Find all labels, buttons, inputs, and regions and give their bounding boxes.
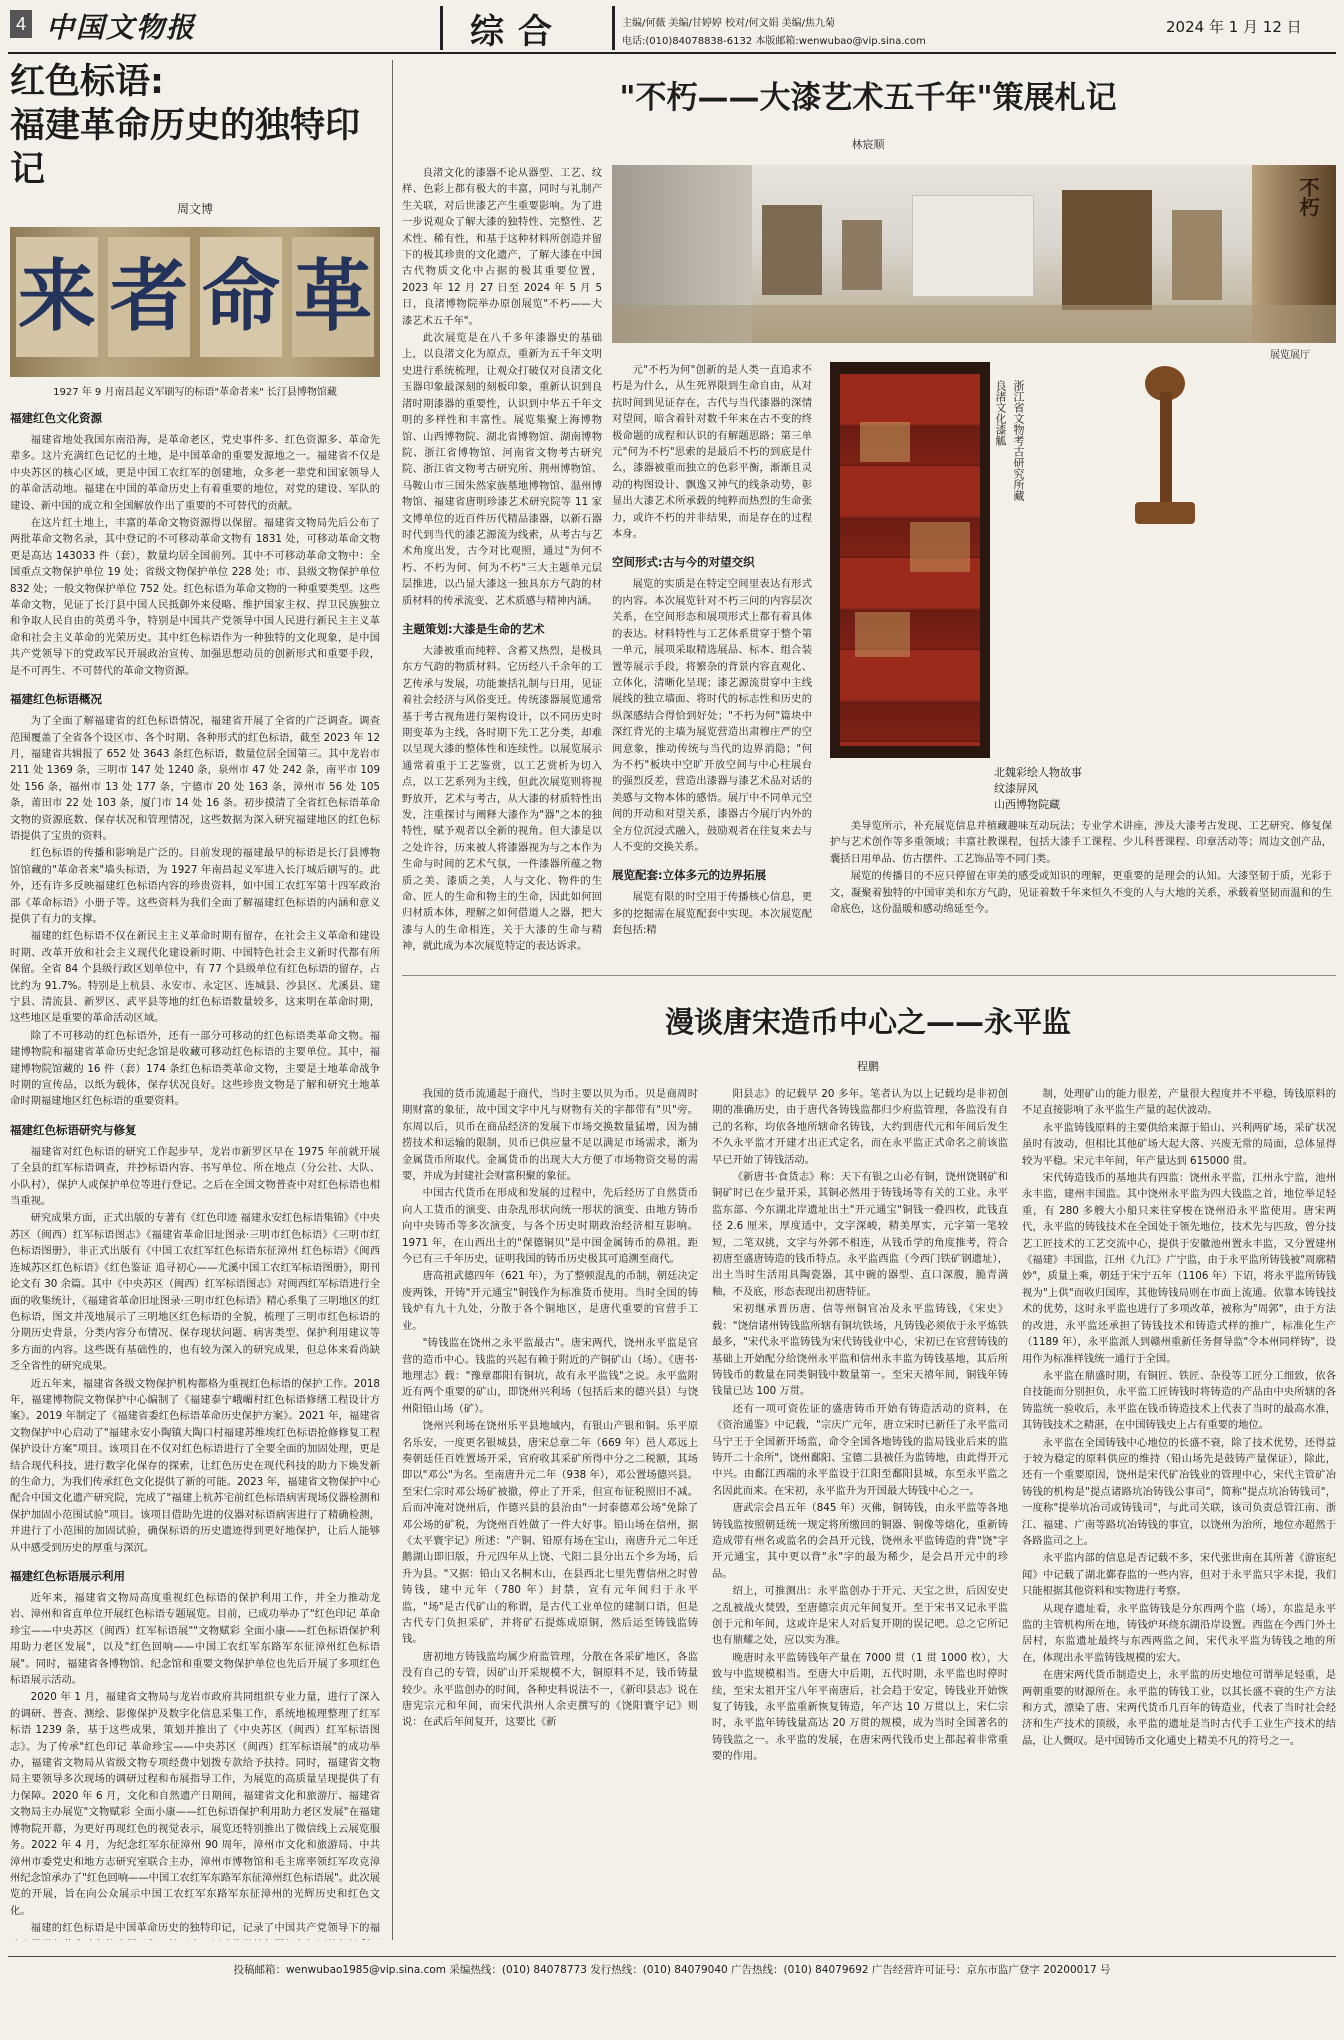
slogan-photo — [10, 227, 380, 377]
left-paragraph: 近年来，福建省文物局高度重视红色标语的保护利用工作，并全力推动龙岩、漳州和省直单位开展红色标语专题展览。目前，已成功举办了"红色印记 革命珍宝——中央苏区（闽西）红军标语展""文物赋彩 全面小康——红色标语保护利用助力老区发展"，以及"红色回响——中国工农红军东路军东征漳州红色标语展"。同时，福建省各博物馆、纪念馆和重要文物保护单位也先后开展了多项红色标语展示活动。 — [10, 1592, 380, 1687]
left-paragraph: 福建的红色标语是中国革命历史的独特印记，记录了中国共产党领导下的福 — [30, 1922, 380, 1935]
editors-line: 主编/何薇 美编/甘婷婷 校对/何文娟 美编/焦九菊 — [622, 18, 836, 29]
coin-paragraph: 宋初继承晋历唐、信等州铜官冶及永平监铸钱，《宋史》载："饶信诸州铸钱监所辖有铜坑铁场，凡铸钱必须依于永平炼铁最多，"宋代永平监铸钱为宋代铸钱业中心，宋初已在官营铸钱的基础上开始配分给饶州永平监和信州永丰监为铸钱基地，其后所铸钱币的数量在同类铜钱中数量第一。至宋天禧年间，铜钱年铸钱量已达 100 万贯。 — [712, 1303, 1008, 1398]
lacquer-subheading: 空间形式:古与今的对望交织 — [612, 555, 755, 570]
lacquer-article-title: "不朽——大漆艺术五千年"策展札记 — [619, 80, 1117, 116]
coin-paragraph: 唐武宗会昌五年（845 年）灭佛，铜铸钱，由永平监等各地铸钱监按照朝廷统一规定将所缴回的铜器、铜像等熔化，重新铸造成带有州名或监名的会昌开元钱，饶州永平监铸造的背"饶"字开元通宝，其中更以背"永"字的最为稀少，是会昌开元中的珍品。 — [712, 1502, 1008, 1580]
slogan-char-2: 者 — [108, 237, 190, 357]
coin-article-title: 漫谈唐宋造币中心之——永平监 — [664, 1005, 1071, 1039]
coin-paragraph: 永平监铸钱原料的主要供给来源于铅山、兴利两矿场，采矿状况虽时有波动，但相比其他矿场大起大落、兴废无常的局面，总体显得较为平稳。宋元丰年间，年产量达到 615000 贯。 — [1022, 1121, 1336, 1167]
slogan-photo-caption: 1927 年 9 月南昌起义军刷写的标语"革命者来" 长汀县博物馆藏 — [53, 387, 337, 398]
left-paragraph: 2020 年 1 月，福建省文物局与龙岩市政府共同组织专业力量，进行了深入的调研、普查、测绘、影像保护及数字化信息采集工作，系统地梳理整理了红军标语 1239 条，基于这些成果，策划并推出了《中央苏区（闽西）红军标语图志》。为了传承"红色印记 革命珍宝——中央苏区（闽西）红军标语展"的成功举办，福建省文物局从省级文物专项经费中划拨专款给予扶持。同时，福建省文物局主要领导多次现场的调研过程和布展指导工作，为展览的高质量呈现提供了有力保障。2020 年 6 月，文化和自然遗产日期间，福建省文化和旅游厅、福建省文物局主办展览"文物赋彩 全面小康——红色标语保护利用助力老区发展"在福建博物院开幕，为更好再现红色的视觉表示，展览还特别推出了微信线上云展览服务。2022 年 4 月，为纪念红军东征漳州 90 周年，漳州市文化和旅游局、中共漳州市委党史和地方志研究室联合主办，漳州市博物馆和毛主席率领红军攻克漳州纪念馆承办了"红色回响——中国工农红军东路军东征漳州红色标语展"。此次展览的开展，旨在向公众展示中国工农红军东路军东征漳州的光辉历史和红色文化。 — [10, 1691, 380, 1917]
coin-col-2 — [712, 1086, 1008, 1946]
left-section-heading: 福建红色标语研究与修复 — [10, 1122, 137, 1137]
screen-caption-line1: 北魏彩绘人物故事 — [994, 766, 1082, 779]
coin-paragraph: 永平监在全国铸钱中心地位的长盛不衰，除了技术优势，还得益于较为稳定的原料供应的维持（铅山场先是鼓铸产量保证），除此，还有一个重要原因，饶州是宋代矿冶钱业的管理中心，宋代主管矿冶铸钱的机构是"提点诸路坑冶铸钱公事司"，简称"提点坑冶铸钱司"，一度称"提举坑冶司或铸钱司"，与此司关联，该司负责总管江南、浙江、福建、广南等路坑冶铸钱的事宜，以饶州为治所，地位亦超然于各路监司之上。 — [1022, 1436, 1336, 1547]
lacquer-paragraph: 此次展览是在八千多年漆器史的基础上，以良渚文化为原点，重新为五千年文明史进行系统梳理，让观众打破仅对良渚文化玉器印象最深刻的刻板印象，重新认识到良渚时期漆器的重要性，认识到中华五千年文明的多样性和丰富性。展览集聚上海博物馆、山西博物院、湖北省博物馆、湖南博物院、浙江省博物馆、河南省文物考古研究院、浙江省文物考古研究所、荆州博物馆、马鞍山市三国朱然家族墓地博物馆、温州博物馆、福建省唐明珍漆艺术研究院等 11 家文博单位的近百件历代精品漆器，以新石器时代到当代的漆艺源流为线索，从考古与艺术角度出发，古今对比观照，通过"为何不朽、不朽为何、何为不朽"三大主题单元层层推进，以凸显大漆这一独具东方气韵的材质材料的传承流变、艺术质感与精神内涵。 — [402, 332, 602, 607]
coin-paragraph: 宋代铸造钱币的基地共有四监：饶州永平监，江州永宁监，池州永丰监，建州丰国监。其中饶州永平监为四大钱监之首，地位举足轻重，有 280 多艘大小船只来往穿梭在饶州沿永平监使用。唐宋两代，永平监的铸钱技术在全国处于领先地位，技术先与匹敌，曾分技艺工匠技术的工艺交流中心，提供于安徽池州置永丰监，又分置建州《福建》丰国监，江州《九江》广宁监，由于永平监所铸钱被"周廓精妙"，质量上乘，朝廷于宋宁五年（1106 年）下诏，将永平监所铸钱视为"上供"而收归国库，其他铸钱局则在市面上流通。依靠本铸钱技术的优势，这时永平监也进行了多项改革，被称为"周郭"，由于方法的改进，永平监还承担了铸钱技术和铸造式样的推广，标准化生产（1189 年），永平监派人到赣州重新任务督导监"令本州同样铸"，设用作为标准样钱统一通行于全国。 — [1022, 1172, 1336, 1365]
column-divider — [392, 60, 393, 1940]
footer-rule — [8, 1956, 1336, 1957]
left-article-title-2: 福建革命历史的独特印记 — [10, 106, 361, 190]
coin-paragraph: 唐高祖武德四年（621 年），为了整顿混乱的币制，朝廷决定废两铢，开铸"开元通宝"铜钱作为标准货币使用。当时全国的铸钱炉有九十九处，分散于各个铜地区，是唐代重要的官营手工业。 — [402, 1270, 698, 1332]
left-article-author: 周文博 — [176, 202, 213, 216]
footer-contact: 投稿邮箱：wenwubao1985@vip.sina.com 采编热线：(010) 84078773 发行热线：(010) 84079040 广告热线：(010) 84079692 广告经营许可证号：京东市监广登字 20200017 号 — [233, 1964, 1111, 1976]
masthead-rule — [8, 52, 1336, 54]
exhibition-hall-caption: 展览展厅 — [1270, 350, 1310, 361]
exhibition-hall-photo — [612, 165, 1336, 343]
coin-paragraph: 晚唐时永平监铸钱年产量在 7000 贯（1 贯 1000 枚），大致与中监规模相当。至唐大中后期，五代时期，永平监也时停时续，至宋太祖开宝八年平南唐后，社会趋于安定，铸钱业开始恢复了铸钱，永平监重新恢复铸造，年产达 10 万贯以上，宋仁宗时，永平监年铸钱量高达 20 万贯的规模，成为当时全国著名的铸钱监之一。永平监的发展，在唐宋两代钱币史上都起着非常重要的作用。 — [712, 1651, 1008, 1763]
lacquer-col-3 — [830, 818, 1332, 960]
issue-date: 2024 年 1 月 12 日 — [1166, 18, 1302, 36]
lacquer-paragraph: 展览有限的时空用于传播核心信息，更多的挖掘需在展览配套中实现。本次展览配套包括:精 — [612, 891, 812, 937]
left-paragraph: 研究成果方面，正式出版的专著有《红色印迹 福建永安红色标语集锦》《中央苏区（闽西）红军标语图志》《福建省革命旧址图录·三明市红色标语》《三明市红色标语图册》，非正式出版有《中国工农红军红色标语东征漳州 红色标语》《闽西连城苏区红色标语》《红色鉴证 追寻初心——尤溪中国工农红军标语图册》，期刊论文有 30 余篇。其中《中央苏区（闽西）红军标语图志》对闽西红军标语进行全面的收集统计，《福建省革命旧址图录·三明市红色标语》精心系集了三明地区的红色标语，图文并茂地展示了三明地区红色标语的全貌，梳理了三明市红色标语的分期历史背景，分类内容分布情况、保存现状问题、病害类型、保护利用建议等多方面的内容。这些既有基础性的，也有较为深入的研究成果，但总体来看尚缺乏全省性的研究成果。 — [10, 1212, 380, 1373]
coin-paragraph: 唐初地方铸钱监均属少府监管理，分散在各采矿地区，各监没有自己的专管，因矿山开采规模不大，铜原料不足，钱币铸量较少。永平监创办的时间，各种史料说法不一，《新印县志》说在唐宪宗元和年间，而宋代洪州人余吏撰写的《饶阳寰宇记》则说：在武后年间复开，这要比《新 — [402, 1650, 698, 1729]
left-paragraph: 福建的红色标语不仅在新民主主义革命时期有留存，在社会主义革命和建设时期、改革开放和社会主义现代化建设新时期、中国特色社会主义新时代都有所保留。全省 84 个县级行政区划单位中，有 77 个县级单位有红色标语的留存，占比约为 91.7%。特别是上杭县、永安市、永定区、连城县、沙县区、尤溪县、建宁县、清流县、新罗区、武平县等地的红色标语数量较多，这来明在革命时期，这些地区是重要的革命活动区域。 — [10, 930, 380, 1025]
lacquer-paragraph: 良渚文化的漆器不论从器型、工艺、纹样、色彩上都有极大的丰富，同时与礼制产生关联，对后世漆艺产生重要影响。为了进一步说观众了解大漆的独特性、完整性、艺术性、稀有性，和基于这种材料所创造并留下的极其珍贵的文化遗产，了解大漆在中国古代物质文化中占据的极其重要位置，2023 年 12 月 27 日至 2024 年 5 月 5 日，良渚博物院举办原创展览"不朽——大漆艺术五千年"。 — [402, 167, 602, 327]
coin-paragraph: 绍上，可推测出：永平监创办于开元、天宝之世，后因安史之乱被战火焚毁，至唐德宗贞元年间复开。至于宋书又记永平监创于元和年间，这或许是宋人对后复开期的误记吧。总之它所记也有鼎耀之处，应以实为准。 — [712, 1585, 1008, 1647]
left-paragraph: 近五年来，福建省各级文物保护机构都格为重视红色标语的保护工作。2018 年，福建博物院文物保护中心编制了《福建泰宁峨嵋村红色标语修缮工程设计方案》。2019 年制定了《福建省委红色标语革命历史保护方案》。2021 年，福建省文物保护中心启动了"福建永安小陶镇大陶口村福建苏维埃红色标语抢修修复工程保护设计方案"项目。该项目在不仅对红色标语进行了全要全面的加固处理，更是结合现代科技，进行数字化保存的探索，让红色历史在现代科技的助力下焕发新的生命力，为我们传承红色文化提供了新的可能。2023 年，福建省文物保护中心配合中国文化遗产研究院，完成了"福建上杭苏宅前红色标语病害现场仪器检测和保护加固小范围试验"项目。该项目借助先进的仪器对标语病害进行了精确检测，并进行了小范围的加固试验，确保标语的历史遗迹得到更好地保护，让后人能够从中感受到历史的厚重与深沉。 — [10, 1377, 380, 1554]
contact-line: 电话:(010)84078838-6132 本版邮箱:wenwubao@vip.sina.com — [622, 36, 926, 47]
lacquer-paragraph: 元"不朽为何"创新的是人类一直追求不朽是为什么，从生死界限到生命自由，从对抗时间到见证存在，古代与当代漆器的深情对望间，暗含着针对数千年来在古不变的终极命题的成程和认识的有解题思路；第三单元"何为不朽"思索的是最后不朽的到底是什么，漆器被重而独立的色彩平衡，渐渐且灵动的构图设计、飘逸又神气的线条动势，彰显出大漆艺术所承载的纯粹而热烈的生命张力，或许不朽的并非结果，而是存在的过程本身。 — [612, 364, 812, 541]
coin-paragraph: 中国古代货币在形成和发展的过程中，先后经历了自然货币向人工货币的演变、由杂乱形状向统一形状的演变、由地方铸币向中央铸币等多次演变，与各个历史时期政治经济相互影响。1971 年，在山西出土的"保德铜贝"是中国金属铸币的鼻祖。距今已有三千年历史，证明我国的铸币历史极其可追溯至商代。 — [402, 1187, 698, 1266]
left-section-heading: 福建红色文化资源 — [10, 411, 102, 425]
coin-paragraph: 阳县志》的记载早 20 多年。笔者认为以上记载均是非初创期的准确历史，由于唐代各铸钱监都归少府监管理，各监没有自己的名称，均依各地所辖命名铸钱，大约到唐代元和年间后发生不久永平监才开建才出正式定名，而在永平监正式命名之前该监早已开始了铸钱活动。 — [712, 1088, 1008, 1166]
slogan-char-4: 革 — [292, 237, 374, 357]
coin-paragraph: 还有一项可资佐证的盛唐铸币开始有铸造活动的资料，在《资治通鉴》中记载，"宗庆广元年，唐立宋时已新任了永平监司马宁王于全国新开场监，命令全国各地铸钱的监局钱业后来的监铸开二十余所"，饶州鄱阳、宝德二县被任为监铸地，由此得开元中兴。由鄱江西端的永平监设于江阳至鄱阳县城，东至永平监之名因此而来。在宋初，永平监升为开国最大铸钱中心之一。 — [712, 1402, 1008, 1497]
masthead-divider-2 — [612, 6, 615, 50]
article-separator — [402, 975, 1336, 976]
page-number-box: 4 — [10, 10, 32, 38]
coin-paragraph: 饶州兴利场在饶州乐平县地域内，有银山产银和铜。乐平原名乐安，一度更名银城县，唐宋总章二年（669 年）邑人邓远上奏朝廷任百姓置场开采，官府收其采矿所得中分之二税额，其场即以"邓公"为名。至南唐升元二年（938 年），邓公置场德兴县。至宋仁宗时邓公场矿被撤，停止了开采，但宣布征税照旧不减。后而冲淹对饶州后，作德兴县的县治由"一封泰德邓公场"免除了邓公场的矿税，为饶州百姓做了一件大好事。铅山场在信州，据《太平寰宇记》所述："产铜、铅原有场在宝山，南唐升元二年迁鹅湖山即旧版，升元四年从上饶、弋阳二县分出五个乡为场，后升为县。"又据：铅山又名桐木山，在县西北七里先曹信州之时曾铸钱，建中元年（780 年）封禁，宣有元年间归于永平监，"场"是古代矿山的称谓，是古代工业单位的建制口语，但是古代专门负担采矿，并将矿石提炼成原铜，然后运至铸钱监铸钱。 — [402, 1420, 698, 1646]
coin-paragraph: 我国的货币流通起于商代，当时主要以贝为币。贝是商周时期财富的象征，故中国文字中凡与财物有关的字都带有"贝"旁。东周以后，贝币在商品经济的发展下市场交换数量猛增，因为捕捞技术和运输的限制，贝币已供应量不足以满足市场需求，渐为金属货币所取代。金属货币的出现大大方便了市场物资交易的需要，并成为封建社会财富积聚的象征。 — [402, 1088, 698, 1183]
coin-paragraph: 从现存遗址看，永平监铸钱是分东西两个监（场），东监是永平监的主管机构所在地，铸钱炉环绕东湖沿岸设置。西监在今西门外土居村，东监遗址最终与东西两监之间，宋代永平监为铸钱之地的所在，体现出永平监铸钱规模的宏大。 — [1022, 1602, 1336, 1664]
lacquer-screen-photo — [830, 362, 990, 758]
lacquer-subheading: 展览配套:立体多元的边界拓展 — [612, 868, 767, 883]
newspaper-name: 中国文物报 — [46, 11, 197, 44]
left-paragraph: 福建省对红色标语的研究工作起步早，龙岩市新罗区早在 1975 年前就开展了全县的红军标语调查，并抄标语内容、书写单位、所在地点（分公社、大队、小队村），保护人或保护单位等进行登记。之后在全国文物普查中对红色标语也相当重视。 — [10, 1145, 380, 1208]
left-paragraph: 福建省地处我国东南沿海，是革命老区，党史事件多、红色资源多、革命先辈多。这片充满红色记忆的土地，是中国革命的重要发源地之一。福建省不仅是中央苏区的核心区域，更是中国工农红军的创建地，众多老一辈党和国家领导人的革命活动地。福建在中国的革命历史上有着重要的地位，对党的建设、军队的建设、新中国的成立和全国解放作出了重要的不可替代的贡献。 — [10, 434, 380, 512]
left-section-heading: 福建红色标语展示利用 — [10, 1569, 125, 1583]
lacquer-gu-photo — [1030, 362, 1336, 532]
left-paragraph: 在这片红土地上，丰富的革命文物资源得以保留。福建省文物局先后公布了两批革命文物名录，其中登记的不可移动革命文物有 1831 处，可移动革命文物更是高达 143033 件（套），数量均居全国前列。其中不可移动革命文物中：全国重点文物保护单位 19 处；省级文物保护单位 228 处；市、县级文物保护单位 832 处；一般文物保护单位 752 处。红色标语为革命文物的一种重要类型。这些革命文物，见证了长汀县中国人民抵御外来侵略、维护国家主权、捍卫民族独立和争取人民自由的英勇斗争，特别是中国共产党领导中国人民进行新民主主义革命和社会主义革命的光荣历史。其中红色标语作为一种独特的文化现象，是中国共产党领导下的党政军民开展政治宣传、加强思想动员的创新形式和重要手段，是不可再生、不可替代的革命文物资源。 — [10, 517, 380, 677]
coin-col-1 — [402, 1086, 698, 1946]
slogan-char-3: 命 — [200, 237, 282, 357]
coin-paragraph: 永平监内部的信息是否记载不多，宋代张世南在其所著《游宦纪闻》中记载了湖北鄞春监的一些内容，但对于永平监只字未提，我们只能根据其他资料和实物进行考察。 — [1022, 1552, 1336, 1598]
coin-col-3 — [1022, 1086, 1336, 1946]
lacquer-gu-owner-caption: 浙江省文物考古研究所藏 — [1012, 380, 1025, 501]
left-article — [10, 60, 380, 1940]
left-article-title-1: 红色标语: — [10, 62, 164, 102]
lacquer-paragraph: 美导览所示，补充展览信息并植藏趣味互动玩法；专业学术讲座，涉及大漆考古发现、工艺研究、修复保护与艺术创作等多重领域；丰富社教课程，包括大漆手工课程、少儿科普课程、印章活动等；周边文创产品，囊括日用单品、仿古摆件、工艺饰品等不同门类。 — [830, 820, 1332, 865]
coin-article-author: 程鹏 — [857, 1060, 879, 1073]
left-paragraph: 为了全面了解福建省的红色标语情况，福建省开展了全省的广泛调查。调查范围覆盖了全省各个设区市、各个时期、各种形式的红色标语，截至 2023 年 12 月，福建省共辑报了 652 处 3643 条红色标语，数量位居全国第三。其中龙岩市 211 处 1369 条，三明市 147 处 1240 条，泉州市 47 处 242 条，南平市 109 处 156 条，福州市 13 处 177 条，宁德市 20 处 163 条，漳州市 56 处 105 条，莆田市 22 处 103 条，厦门市 14 处 16 条。初步摸清了全省红色标语革命文物的资源底数、保存状况和管理情况，这些数据为深入研究福建地区的红色标语提供了宝贵的资料。 — [10, 715, 380, 842]
coin-paragraph: 《新唐书·食货志》称：天下有银之山必有铜，饶州饶钢矿和铜矿时已在少量开采，其铜必然用于铸钱场等有关的工业。永平监东部、今东湖北岸遗址出土"开元通宝"铜钱一叠四枚，此钱直径 2.6 厘米，厚度适中，文字深峻，精美厚实，元字第一笔较短，二笔双挑，文字与外郭不相连，从钱币学的角度推考，符合初唐至盛唐铸造的钱币特点。永平监西监（今西门铁矿钢遗址），出土当时生活用具陶瓷器，其中碗的器型、直口深腹，脆青满釉，不及底，形态表现出初唐特征。 — [712, 1171, 1008, 1298]
lacquer-col-2 — [612, 362, 812, 960]
screen-caption-line2: 纹漆屏风 — [994, 782, 1038, 795]
lacquer-col-1 — [402, 165, 602, 960]
left-paragraph: 红色标语的传播和影响是广泛的。目前发现的福建最早的标语是长汀县博物馆馆藏的"革命者来"墙头标语，为 1927 年南昌起义军进入长汀城后刷写的。此外，还有许多反映福建红色标语内容的珍贵资料，如中国工农红军第十四军政治部《革命标语》小册子等。这些资料为我们全面了解福建红色标语的内涵和意义提供了有力的支撑。 — [10, 847, 380, 925]
exhibition-sign: 不朽 — [1296, 177, 1320, 217]
slogan-char-1: 来 — [16, 237, 98, 357]
left-section-heading: 福建红色标语概况 — [10, 692, 102, 707]
coin-paragraph: "铸钱监在饶州之永平监最古"。唐宋两代，饶州永平监是官营的造币中心。钱监的兴起有赖于附近的产铜矿山（场）。《唐书·地理志》载："豫章郡阳有铜坑，故有永平监钱"之说。永平监附近有两个重要的矿山，即饶州兴利场（包括后来的德兴县）与饶州阳铅山场（矿）。 — [402, 1337, 698, 1415]
lacquer-paragraph: 展览的实质是在特定空间里表达有形式的内容。本次展览针对不朽三问的内容层次关系，在空间形态和展项形式上都有着具体的表达。材料特性与工艺体系贯穿于整个第一单元，展项采取精选展品、标本、组合装置等展示手段，将繁杂的背景内容直观化、立体化，清晰化呈现；漆艺源流贯穿中主线展线的独立墙面、将时代的标志性和历史的纵深感结合得恰到好处；"不朽为何"篇块中深红背光的主墙为展览营造出肃穆庄严的空间意象，推动传统与当代的边界消隐；"何为不朽"板块中空旷开放空间与中心柱展台的强烈反差，营造出漆器与漆艺术品对话的美感与文物本体的感悟。展厅中不同单元空间的开动和对望关系，漆器古今展厅内外的全方位沉浸式融入，鼓励观者在往复来去与人不变的交换关系。 — [612, 578, 812, 853]
lacquer-paragraph: 展览的传播目的不应只停留在审美的感受或知识的理解，更重要的是理会的认知。大漆坚韧于质，光彩于文，凝聚着独特的中国审美和东方气韵，见证着数千年来恒久不变的人与大地的关系，承载着坚韧而温和的生命底色，这份温暖和感动绵延至今。 — [830, 870, 1332, 916]
lacquer-article-author: 林宸顺 — [851, 138, 885, 151]
left-paragraph: 除了不可移动的红色标语外，还有一部分可移动的红色标语类革命文物。福建博物院和福建省革命历史纪念馆是收藏可移动红色标语的主要单位。其中，福建博物院馆藏的 16 件（套）174 条红色标语类革命文物，主要是土地革命战争时期的宣传品，以纸为载体，保存状况良好。这些珍贵文物是了解和研究土地革命时期福建地区红色标语的重要资料。 — [10, 1029, 380, 1108]
coin-paragraph: 制，处理矿山的能力很差，产量很大程度并不平稳，铸钱原料的不足直接影响了永平监生产量的起伏波动。 — [1022, 1088, 1336, 1117]
screen-caption-line3: 山西博物院藏 — [994, 798, 1060, 811]
masthead-divider-1 — [440, 6, 443, 50]
coin-paragraph: 在唐宋两代货币制造史上，永平监的历史地位可谓举足轻重，是两朝重要的财源所在。永平监的铸钱工业，以其长盛不衰的生产方法和方式，漂染了唐、宋两代货币几百年的铸造业，代表了当时社会经济和生产技术的顶级，永平监的遗址是当时古代手工业生产技术的结晶，让人慨叹。是中国铸币文化通史上精美不凡的符号之一。 — [1022, 1669, 1336, 1747]
lacquer-paragraph: 大漆被重而纯粹、含蓄又热烈，是极具东方气韵的物质材料。它历经八千余年的工艺传承与发展，功能兼括礼制与日用，见证着社会经济与风俗变迁。传统漆器展览通常基于考古视角进行架构设计，以不同历史时期变革为主线，各时期下先工艺分类，却难以呈现大漆的整体性和连续性。以展览展示通常着重于工艺鉴赏，以工艺赏析为切入点，以工艺系列为主线，但此次展览则将视野放开，艺术与考古，从大漆的材质特性出发，注重探讨与阐释大漆作为"器"之本的独特性，赋予观者以全新的视角。但大漆是以之处许谷，历来被人将漆器视为与之本作为生命与时间的艺术气氛，一件漆器所蕴之物质之美、漆质之美，人与文化、物件的生命、匠人的生命和物主的生命，因此如何回归材质本体，理解之如何借道人之器，把大漆与人的生命相连，关于大漆的生命与精神，就此成为本次展览特定的表达诉求。 — [402, 644, 602, 953]
lacquer-gu-caption: 良渚文化漆觚 — [994, 380, 1007, 446]
section-name: 综合 — [470, 12, 566, 52]
coin-paragraph: 永平监在鼎盛时期，有铜匠、铁匠、杂役等工匠分工细致，依各自技能而分别担负，永平监工匠铸钱时将铸造的产品由中央所辖的各铸监统一验收后，永平监在钱币铸造技术上代表了当时的最高水准，其铸钱技术之精湛，在中国铸钱史上占有重要的地位。 — [1022, 1369, 1336, 1432]
lacquer-subheading: 主题策划:大漆是生命的艺术 — [402, 621, 545, 636]
